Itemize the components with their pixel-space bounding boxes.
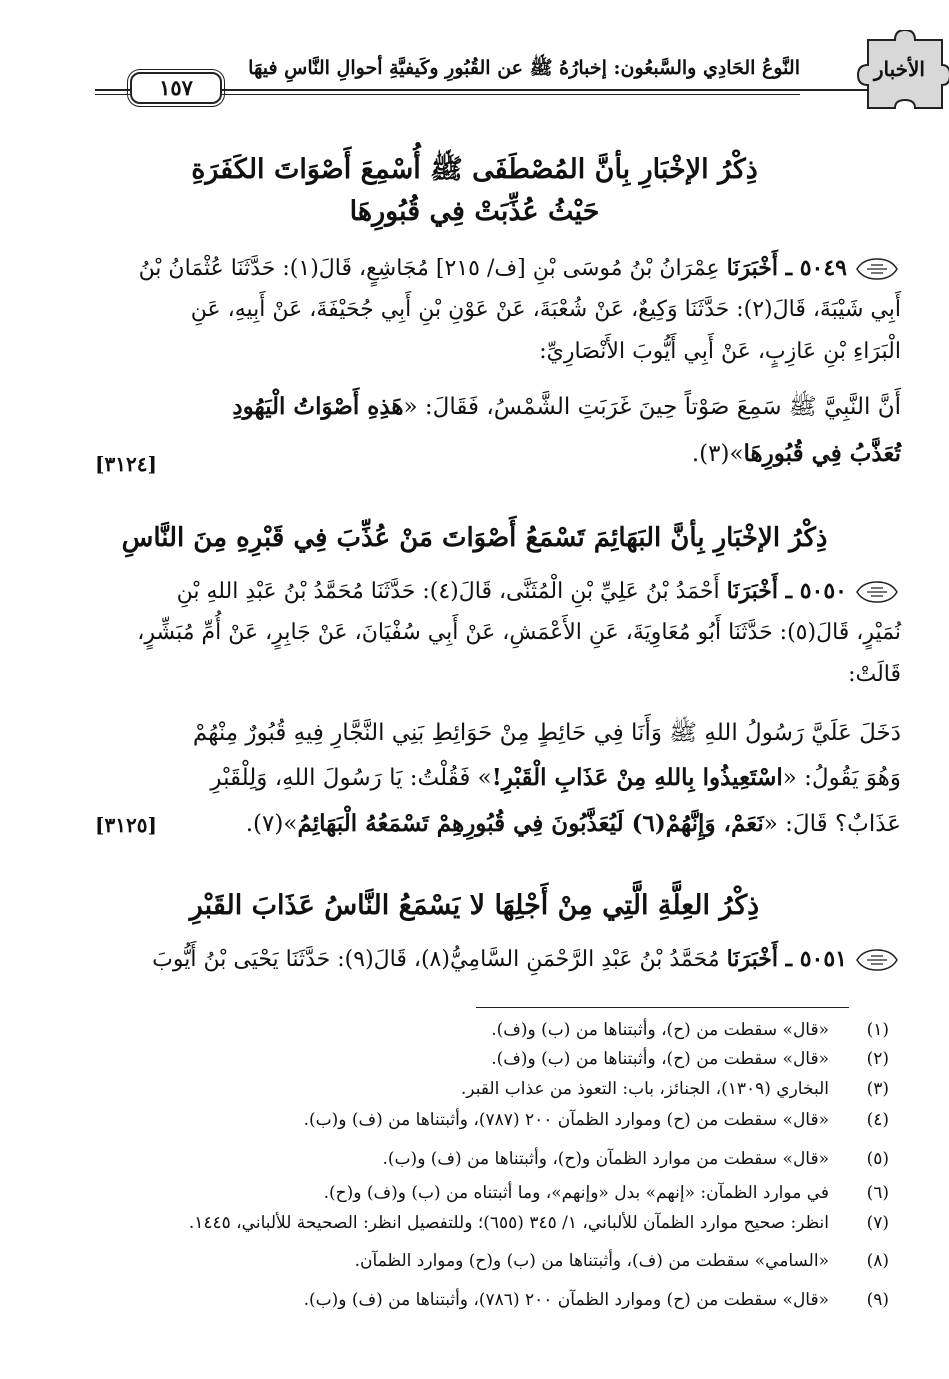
footnote [60,1049,889,1077]
reference-number: [٣١٢٥] [95,813,157,837]
footnote-number: (٤) [866,1110,889,1130]
khabar-badge-icon [853,257,901,281]
chain-text: أَحْمَدُ بْنُ عَلِيِّ بْنِ الْمُثَنَّى، قَالَ(٤): حَدَّثَنَا مُحَمَّدُ بْنُ عَبْدِ اللهِ بْنِ [176,579,720,604]
chain-line: قَالَتْ: [848,662,901,687]
footnote [60,1183,889,1211]
footnote-number: (٣) [866,1079,889,1099]
matn-text: عَذَابٌ؟ قَالَ: « [763,811,901,837]
hadith-5050-matn [60,718,901,858]
matn-text: »(٣). [691,441,744,467]
hadith-number: ٥٠٥١ ـ أَخْبَرَنَا [726,946,847,972]
matn-text: »(٧). [245,811,298,837]
footnote-number: (٢) [866,1049,889,1069]
chain-line: أَبِي شَيْبَةَ، قَالَ(٢): حَدَّثَنَا وَكِيعٌ، عَنْ شُعْبَةَ، عَنْ عَوْنِ بْنِ أَبِي جُحَيْفَةَ، عَنْ أَبِيهِ، عَنِ [190,297,901,322]
matn-line [60,810,901,837]
footnote-text: «قال» سقطت من (ح) وموارد الظمآن ٢٠٠ (٧٨٧)، وأثبتناها من (ف) و(ب). [303,1110,829,1130]
chain-line [60,946,901,972]
hadith-number: ٥٠٥٠ ـ أَخْبَرَنَا [726,578,847,604]
footnote-text: «السامي» سقطت من (ف)، وأثبتناها من (ب) و(ح) وموارد الظمآن. [354,1251,829,1271]
matn-line [60,764,901,791]
footnote [60,1079,889,1107]
page-number: ١٥٧ [130,72,222,104]
matn-quote: اسْتَعِيذُوا بِاللهِ مِنْ عَذَابِ الْقَبْرِ! [491,764,783,791]
khabar-badge-icon [853,948,901,972]
running-title: النَّوعُ الحَادِي والسَّبعُون: إخبارُهُ ﷺ عن القُبُورِ وكَيفيَّةِ أحوالِ النَّاسِ فيهَا [248,57,800,79]
footnote [60,1110,889,1138]
matn-line [60,440,901,467]
footnote-text: «قال» سقطت من (ح) وموارد الظمآن ٢٠٠ (٧٨٦)، وأثبتناها من (ف) و(ب). [303,1290,829,1310]
footnote [60,1290,889,1318]
footnote [60,1251,889,1279]
chain-text: مُحَمَّدُ بْنُ عَبْدِ الرَّحْمَنِ السَّامِيُّ(٨)، قَالَ(٩): حَدَّثَنَا يَحْيَى بْنُ أَيُّوبَ [152,947,720,972]
matn-text: أَنَّ النَّبِيَّ ﷺ سَمِعَ صَوْتاً حِينَ غَرَبَتِ الشَّمْسُ، فَقَالَ: « [403,394,901,420]
khabar-badge-icon [853,580,901,604]
footnote-number: (٦) [866,1183,889,1203]
matn-line [60,392,901,426]
footnote-number: (٥) [866,1149,889,1169]
page-header [95,52,925,110]
matn-text: وَهُوَ يَقُولُ: « [782,765,901,791]
chain-line: نُمَيْرٍ، قَالَ(٥): حَدَّثَنَا أَبُو مُعَاوِيَةَ، عَنِ الأَعْمَشِ، عَنْ أَبِي سُفْيَانَ، عَنْ جَابِرٍ، عَنْ أُمِّ مُبَشِّرٍ، [137,620,901,645]
footnote-number: (٧) [866,1213,889,1233]
footnote-text: «قال» سقطت من (ح)، وأثبتناها من (ب) و(ف). [491,1020,829,1040]
reference-number: [٣١٢٤] [95,452,157,476]
matn-line: دَخَلَ عَلَيَّ رَسُولُ اللهِ ﷺ وَأَنَا فِي حَائِطٍ مِنْ حَوَائِطِ بَنِي النَّجَّارِ فِيهِ قُبُورٌ مِنْهُمْ [192,720,901,746]
chain-line: الْبَرَاءِ بْنِ عَازِبٍ، عَنْ أَبِي أَيُّوبَ الأَنْصَارِيِّ: [539,339,901,364]
matn-quote: هَذِهِ أَصْوَاتُ الْيَهُودِ [232,393,404,420]
badge-label: الأخبار [873,57,925,81]
hadith-number: ٥٠٤٩ ـ أَخْبَرَنَا [726,255,847,281]
footnote [60,1149,889,1177]
footnote-text: انظر: صحيح موارد الظمآن للألباني، ١/ ٣٤٥ (٦٥٥)؛ وللتفصيل انظر: الصحيحة للألباني، ١٤٤٥. [188,1213,829,1233]
section-heading-1-line-2: حَيْثُ عُذِّبَتْ فِي قُبُورِهَا [349,196,600,227]
footnote [60,1213,889,1241]
matn-quote: تُعَذَّبُ فِي قُبُورِهَا [743,440,901,467]
footnote [60,1020,889,1048]
matn-text: » فَقُلْتُ: يَا رَسُولَ اللهِ، وَلِلْقَبْرِ [210,765,492,791]
chain-line [60,578,901,604]
footnote-text: «قال» سقطت من موارد الظمآن و(ح)، وأثبتناها من (ف) و(ب). [382,1149,829,1169]
matn-quote: نَعَمْ، وَإِنَّهُمْ(٦) لَيُعَذَّبُونَ فِي قُبُورِهِمْ تَسْمَعُهُ الْبَهَائِمُ [297,810,764,837]
section-heading-3: ذِكْرُ العِلَّةِ الَّتِي مِنْ أَجْلِهَا لا يَسْمَعُ النَّاسُ عَذَابَ القَبْرِ [189,890,760,921]
footnote-separator [476,1007,849,1008]
footnote-text: «قال» سقطت من (ح)، وأثبتناها من (ب) و(ف). [491,1049,829,1069]
chain-text: عِمْرَانُ بْنُ مُوسَى بْنِ [ف/ ٢١٥] مُجَاشِعٍ، قَالَ(١): حَدَّثَنَا عُثْمَانُ بْنُ [138,256,720,281]
chain-line [60,255,901,281]
section-heading-1-line-1: ذِكْرُ الإخْبَارِ بِأنَّ المُصْطَفَى ﷺ أُسْمِعَ أَصْوَاتَ الكَفَرَةِ [191,154,758,185]
footnote-text: البخاري (١٣٠٩)، الجنائز، باب: التعوذ من عذاب القبر. [460,1079,829,1099]
section-heading-2: ذِكْرُ الإخْبَارِ بِأنَّ البَهَائِمَ تَسْمَعُ أَصْوَاتَ مَنْ عُذِّبَ فِي قَبْرِهِ مِنَ النَّاسِ [121,523,828,553]
hadith-5050-chain [60,578,901,698]
footnote-text: في موارد الظمآن: «إنهم» بدل «وإنهم»، وما أثبتناه من (ب) و(ف) و(ح). [323,1183,829,1203]
footnote-number: (٩) [866,1290,889,1310]
hadith-5051-chain [60,946,901,986]
footnote-number: (٨) [866,1251,889,1271]
hadith-5049-matn [60,392,901,492]
footnote-number: (١) [866,1020,889,1040]
hadith-5049-chain [60,255,901,375]
